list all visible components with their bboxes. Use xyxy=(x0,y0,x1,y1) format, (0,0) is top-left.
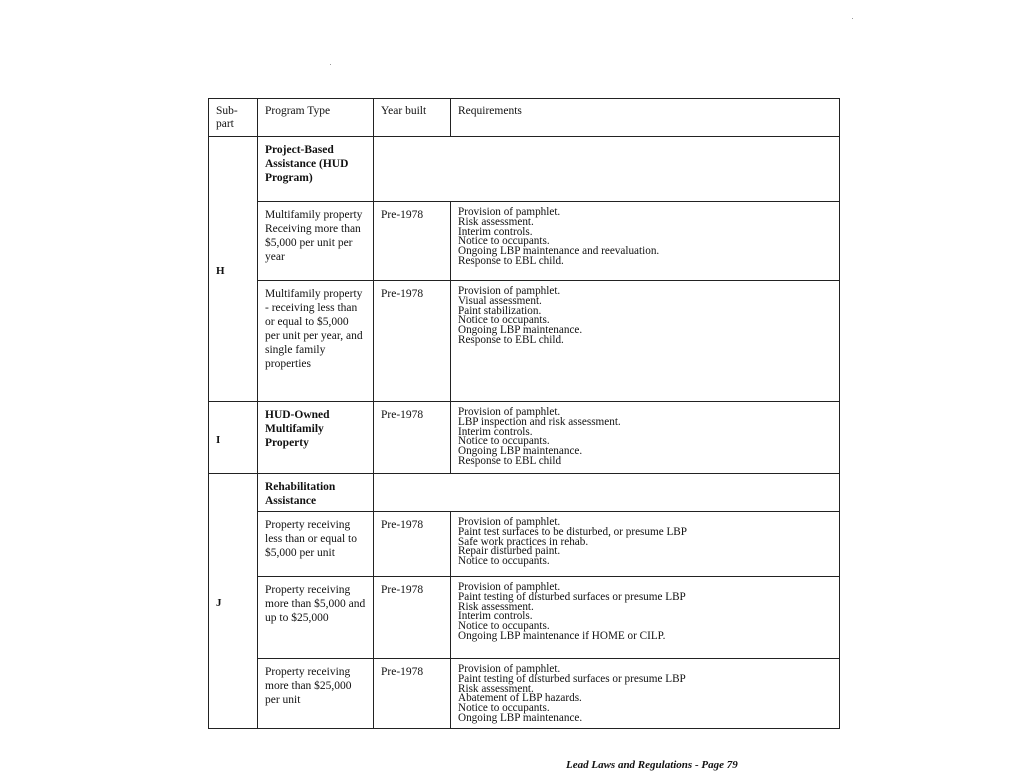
requirement-line: Paint testing of disturbed surfaces or presume LBP xyxy=(458,590,686,603)
header-requirements: Requirements xyxy=(451,99,840,137)
table-row xyxy=(209,512,840,577)
requirement-line: Repair disturbed paint. xyxy=(458,545,561,558)
section-title-rehabilitation: Rehabilitation Assistance xyxy=(258,474,374,512)
program-type-cell: Property receiving more than $5,000 and up to $25,000 xyxy=(258,577,374,659)
table-row xyxy=(209,202,840,281)
year-built-cell: Pre-1978 xyxy=(374,402,451,474)
header-year-built: Year built xyxy=(374,99,451,137)
requirement-line: Risk assessment. xyxy=(458,682,534,695)
scan-speck xyxy=(330,64,331,65)
subpart-j-label: J xyxy=(209,474,258,729)
section-empty-cell xyxy=(374,137,840,202)
requirements-cell xyxy=(451,512,840,577)
requirement-line: Provision of pamphlet. xyxy=(458,406,561,418)
table-row xyxy=(209,577,840,659)
requirements-cell xyxy=(451,659,840,729)
subpart-h-label: H xyxy=(209,137,258,402)
scan-speck xyxy=(852,18,853,19)
subpart-i-label: I xyxy=(209,402,258,474)
program-type-cell: Multifamily property Receiving more than $5,000 per unit per year xyxy=(258,202,374,281)
requirement-line: Ongoing LBP maintenance if HOME or CILP. xyxy=(458,629,666,642)
requirement-line: Ongoing LBP maintenance. xyxy=(458,445,583,458)
table-row xyxy=(209,137,840,202)
requirement-line: Response to EBL child. xyxy=(458,333,564,346)
page-footer: Lead Laws and Regulations - Page 79 xyxy=(566,759,738,771)
requirement-line: Provision of pamphlet. xyxy=(458,581,561,593)
requirement-line: Response to EBL child xyxy=(458,454,562,467)
requirement-line: Paint testing of disturbed surfaces or presume LBP xyxy=(458,672,686,685)
requirement-line: Abatement of LBP hazards. xyxy=(458,692,582,705)
requirements-cell xyxy=(451,577,840,659)
program-type-cell: Property receiving less than or equal to $5,000 per unit xyxy=(258,512,374,577)
table-row xyxy=(209,402,840,474)
requirement-line: Response to EBL child. xyxy=(458,254,564,267)
requirement-line: Provision of pamphlet. xyxy=(458,206,561,218)
requirements-cell xyxy=(451,402,840,474)
requirement-line: Paint stabilization. xyxy=(458,304,542,317)
requirement-line: Notice to occupants. xyxy=(458,314,550,327)
year-built-cell: Pre-1978 xyxy=(374,577,451,659)
header-program-type: Program Type xyxy=(258,99,374,137)
requirement-line: Notice to occupants. xyxy=(458,620,550,633)
requirement-line: Ongoing LBP maintenance and reevaluation. xyxy=(458,245,660,258)
requirement-line: Risk assessment. xyxy=(458,600,534,613)
requirement-line: LBP inspection and risk assessment. xyxy=(458,415,621,428)
requirement-line: Safe work practices in rehab. xyxy=(458,535,589,548)
table-row xyxy=(209,474,840,512)
requirement-line: Interim controls. xyxy=(458,225,533,238)
requirement-line: Provision of pamphlet. xyxy=(458,285,561,297)
requirement-line: Interim controls. xyxy=(458,425,533,438)
requirement-line: Ongoing LBP maintenance. xyxy=(458,711,583,724)
year-built-cell: Pre-1978 xyxy=(374,281,451,402)
requirements-table xyxy=(208,98,840,729)
requirement-line: Provision of pamphlet. xyxy=(458,516,561,528)
section-empty-cell xyxy=(374,474,840,512)
requirement-line: Notice to occupants. xyxy=(458,702,550,715)
program-type-cell: Multifamily property - receiving less than or equal to $5,000 per unit per year, and single family properties xyxy=(258,281,374,402)
program-type-cell: Property receiving more than $25,000 per unit xyxy=(258,659,374,729)
requirement-line: Risk assessment. xyxy=(458,215,534,228)
year-built-cell: Pre-1978 xyxy=(374,512,451,577)
requirement-line: Notice to occupants. xyxy=(458,555,550,568)
year-built-cell: Pre-1978 xyxy=(374,202,451,281)
header-subpart: Sub- part xyxy=(209,99,258,137)
requirement-line: Ongoing LBP maintenance. xyxy=(458,324,583,337)
requirement-line: Notice to occupants. xyxy=(458,235,550,248)
program-type-cell: HUD-Owned Multifamily Property xyxy=(258,402,374,474)
section-title-project-based: Project-Based Assistance (HUD Program) xyxy=(258,137,374,202)
requirements-cell xyxy=(451,202,840,281)
requirement-line: Visual assessment. xyxy=(458,294,542,307)
requirement-line: Notice to occupants. xyxy=(458,435,550,448)
requirement-line: Provision of pamphlet. xyxy=(458,663,561,675)
table-row xyxy=(209,281,840,402)
table-header-row xyxy=(209,99,840,137)
table-row xyxy=(209,659,840,729)
year-built-cell: Pre-1978 xyxy=(374,659,451,729)
requirement-line: Interim controls. xyxy=(458,610,533,623)
requirements-cell xyxy=(451,281,840,402)
requirement-line: Paint test surfaces to be disturbed, or presume LBP xyxy=(458,525,687,538)
